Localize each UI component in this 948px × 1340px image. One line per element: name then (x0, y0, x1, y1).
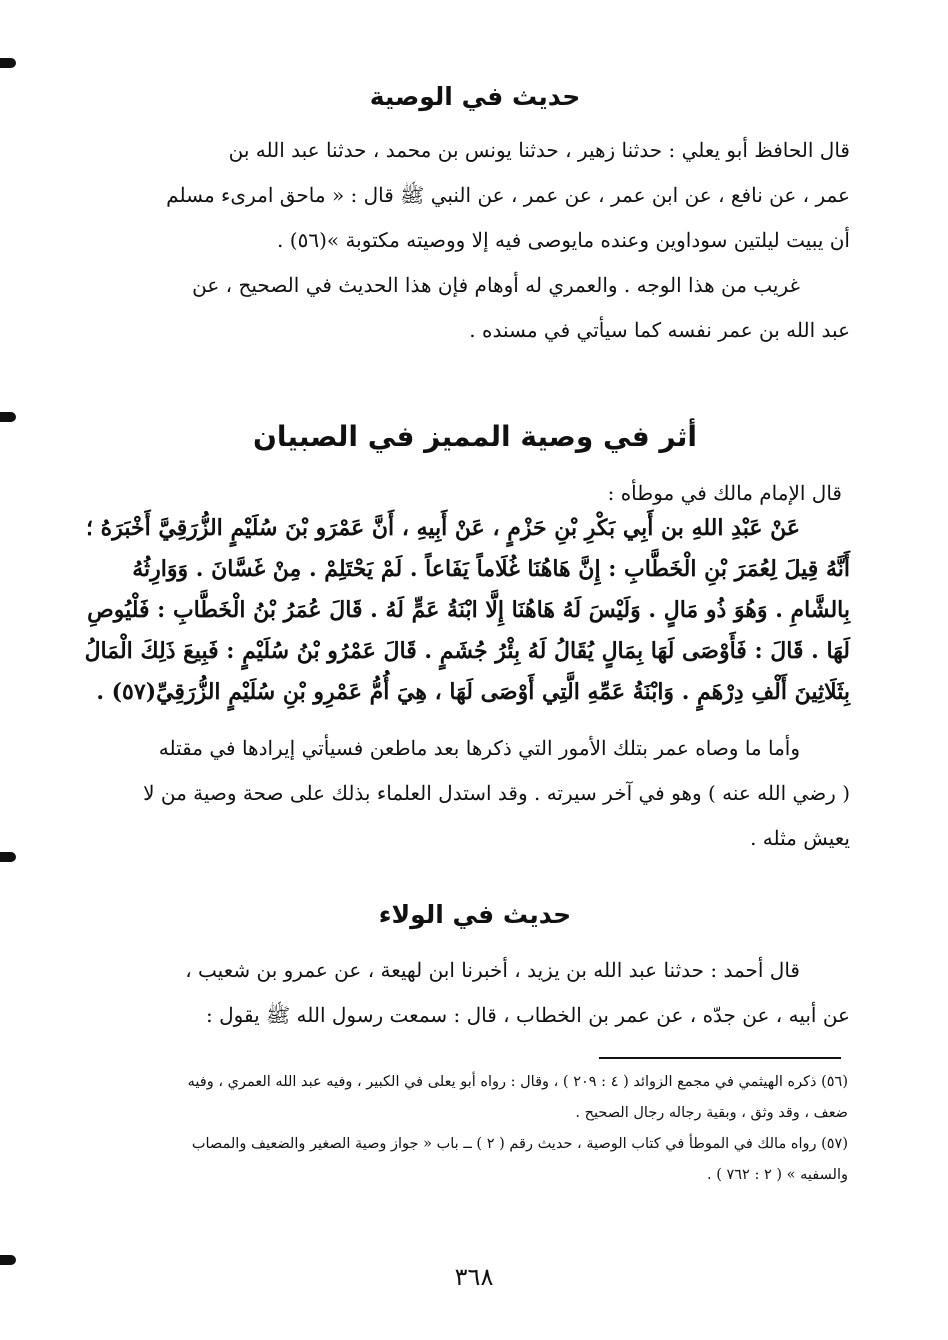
text-line: قال الحافظ أبو يعلي : حدثنا زهير ، حدثنا يونس بن محمد ، حدثنا عبد الله بن (228, 138, 850, 162)
footnotes (96, 1067, 848, 1191)
section2-intro: قال الإمام مالك في موطأه : (607, 481, 842, 505)
text-line: غريب من هذا الوجه . والعمري له أوهام فإن هذا الحديث في الصحيح ، عن (192, 273, 800, 297)
text-line: قال أحمد : حدثنا عبد الله بن يزيد ، أخبرنا ابن لهيعة ، عن عمرو بن شعيب ، (185, 958, 800, 982)
text-line: أن يبيت ليلتين سوداوين وعنده مايوصى فيه إلا ووصيته مكتوبة »(٥٦) . (277, 228, 850, 252)
text-line: بِثَلَاثِينَ أَلْفِ دِرْهَمٍ . وَابْنَةُ عَمِّهِ الَّتِي أَوْصَى لَهَا ، هِيَ أُمُّ عَمْرِو بْنِ سُلَيْمٍ الزُّرَقِيِّ(٥٧) . (96, 679, 850, 705)
text-line: عَنْ عَبْدِ اللهِ بن أَبِي بَكْرِ بْنِ حَزْمٍ ، عَنْ أَبِيهِ ، أَنَّ عَمْرَو بْنَ سُلَيْمٍ الزُّرَقِيَّ أَخْبَرَهُ ؛ (86, 515, 800, 541)
text-line: يعيش مثله . (750, 826, 850, 850)
section2-title: أثر في وصية المميز في الصبيان (253, 420, 697, 453)
footnote-line: ضعف ، وقد وثق ، وبقية رجاله رجال الصحيح . (575, 1105, 848, 1121)
text-line: عن أبيه ، عن جدّه ، عن عمر بن الخطاب ، قال : سمعت رسول الله ﷺ يقول : (206, 1003, 850, 1027)
text-line: عمر ، عن نافع ، عن ابن عمر ، عن عمر ، عن النبي ﷺ قال : « ماحق امرىء مسلم (166, 183, 850, 207)
text-line: وأما ما وصاه عمر بتلك الأمور التي ذكرها بعد ماطعن فسيأتي إيرادها في مقتله (158, 736, 800, 760)
text-line: بِالشَّامِ . وَهُوَ ذُو مَالٍ . وَلَيْسَ لَهُ هَاهُنَا إِلَّا ابْنَةُ عَمٍّ لَهُ . قَالَ عُمَرُ بْنُ الْخَطَّابِ : فَلْيُوصِ (87, 597, 850, 623)
text-line: ( رضي الله عنه ) وهو في آخر سيرته . وقد استدل العلماء بذلك على صحة وصية من لا (143, 781, 850, 805)
text-line: أَنَّهُ قِيلَ لِعُمَرَ بْنِ الْخَطَّابِ : إِنَّ هَاهُنَا غُلَاماً يَفَاعاً . لَمْ يَحْتَلِمْ . مِنْ غَسَّانَ . وَوَارِثُهُ (132, 556, 850, 582)
footnote-line: (٥٧) رواه مالك في الموطأ في كتاب الوصية ، حديث رقم ( ٢ ) ــ باب « جواز وصية الصغير والضعيف والمصاب (191, 1136, 848, 1152)
text-line: عبد الله بن عمر نفسه كما سيأتي في مسنده . (469, 318, 850, 342)
scan-edge-mark (0, 852, 16, 862)
footnote-line: والسفيه » ( ٢ : ٧٦٢ ) . (707, 1167, 848, 1183)
section2-hadith-text (84, 508, 850, 713)
section2-commentary (100, 726, 850, 861)
scan-edge-mark (0, 58, 16, 68)
footnote-divider (599, 1057, 841, 1059)
text-line: لَهَا . قَالَ : فَأَوْصَى لَهَا بِمَالٍ يُقَالُ لَهُ بِئْرُ جُشَمٍ . قَالَ عَمْرُو بْنُ سُلَيْمٍ : فَبِيعَ ذَلِكَ الْمَالُ (84, 638, 850, 664)
page-number: ٣٦٨ (454, 1263, 494, 1291)
footnote-line: (٥٦) ذكره الهيثمي في مجمع الزوائد ( ٤ : ٢٠٩ ) ، وقال : رواه أبو يعلى في الكبير ، وفيه عبد الله العمري ، وفيه (187, 1074, 848, 1090)
section1-body (100, 128, 850, 353)
section3-title: حديث في الولاء (378, 900, 572, 929)
scan-edge-mark (0, 412, 16, 422)
section3-body (100, 948, 850, 1038)
section1-title: حديث في الوصية (369, 82, 581, 111)
